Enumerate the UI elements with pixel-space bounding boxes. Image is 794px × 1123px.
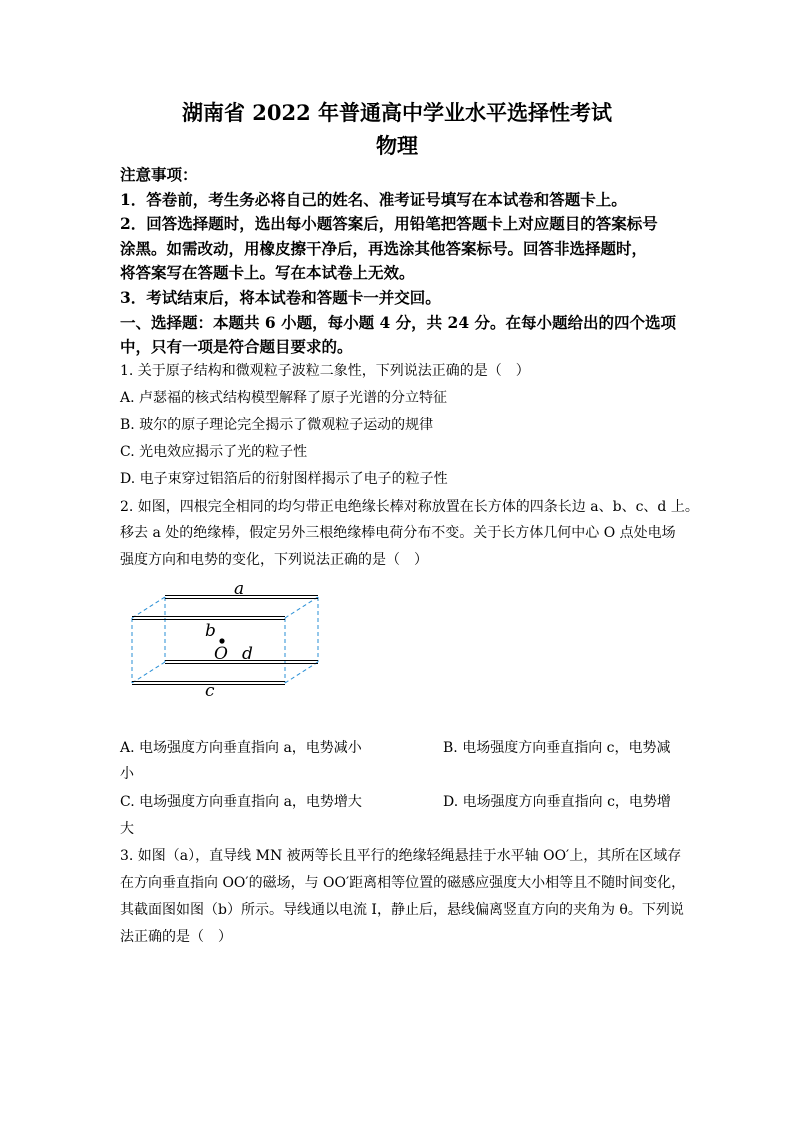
label-a: a bbox=[234, 579, 245, 599]
notice-item-2-line-1: 2．回答选择题时，选出每小题答案后，用铅笔把答题卡上对应题目的答案标号 bbox=[120, 214, 658, 233]
q2-option-b: B. 电场强度方向垂直指向 c，电势减 bbox=[443, 740, 671, 756]
label-c: c bbox=[205, 681, 215, 701]
section-1-heading-line-2: 中，只有一项是符合题目要求的。 bbox=[120, 337, 353, 356]
q1-option-d: D. 电子束穿过铝箔后的衍射图样揭示了电子的粒子性 bbox=[120, 471, 448, 487]
label-o: O bbox=[214, 644, 228, 664]
q3-stem-line-4: 法正确的是（ ） bbox=[120, 929, 232, 945]
q2-stem-line-1: 2. 如图，四根完全相同的均匀带正电绝缘长棒对称放置在长方体的四条长边 a、b、c、d 上。 bbox=[120, 499, 699, 515]
q2-stem-line-2: 移去 a 处的绝缘棒，假定另外三根绝缘棒电荷分布不变。关于长方体几何中心 O 点处电场 bbox=[120, 525, 676, 541]
rods bbox=[132, 596, 318, 685]
notice-item-1: 1．答卷前，考生务必将自己的姓名、准考证号填写在本试卷和答题卡上。 bbox=[120, 190, 627, 209]
notice-item-2-line-2: 涂黑。如需改动，用橡皮擦干净后，再选涂其他答案标号。回答非选择题时， bbox=[120, 239, 648, 258]
q2-option-c-wrap: 大 bbox=[120, 821, 134, 837]
center-point-o bbox=[219, 638, 224, 643]
q1-option-b: B. 玻尔的原子理论完全揭示了微观粒子运动的规律 bbox=[120, 417, 434, 433]
exam-title: 湖南省 2022 年普通高中学业水平选择性考试 bbox=[181, 100, 613, 125]
q2-option-a: A. 电场强度方向垂直指向 a，电势减小 bbox=[120, 740, 362, 756]
q2-stem-line-3: 强度方向和电势的变化，下列说法正确的是（ ） bbox=[120, 552, 428, 568]
notice-item-3: 3．考试结束后，将本试卷和答题卡一并交回。 bbox=[120, 288, 441, 307]
q2-option-a-wrap: 小 bbox=[120, 766, 134, 782]
q1-stem: 1. 关于原子结构和微观粒子波粒二象性，下列说法正确的是（ ） bbox=[120, 363, 530, 379]
q2-option-d: D. 电场强度方向垂直指向 c，电势增 bbox=[443, 794, 671, 810]
subject-title: 物理 bbox=[376, 133, 418, 158]
label-b: b bbox=[205, 621, 216, 641]
cuboid-dashed-edges bbox=[132, 597, 318, 683]
q3-stem-line-1: 3. 如图（a），直导线 MN 被两等长且平行的绝缘轻绳悬挂于水平轴 OO′上，其所在区域存 bbox=[120, 848, 682, 864]
cuboid-figure bbox=[120, 575, 340, 705]
q3-stem-line-3: 其截面图如图（b）所示。导线通以电流 I，静止后，悬线偏离竖直方向的夹角为 θ。下列说 bbox=[120, 902, 684, 918]
q1-option-a: A. 卢瑟福的核式结构模型解释了原子光谱的分立特征 bbox=[120, 390, 448, 406]
q1-option-c: C. 光电效应揭示了光的粒子性 bbox=[120, 444, 308, 460]
section-1-heading-line-1: 一、选择题：本题共 6 小题，每小题 4 分，共 24 分。在每小题给出的四个选项 bbox=[120, 313, 677, 332]
q3-stem-line-2: 在方向垂直指向 OO′的磁场，与 OO′距离相等位置的磁感应强度大小相等且不随时间变化， bbox=[120, 875, 686, 891]
q2-option-c: C. 电场强度方向垂直指向 a，电势增大 bbox=[120, 794, 362, 810]
notice-item-2-line-3: 将答案写在答题卡上。写在本试卷上无效。 bbox=[120, 263, 415, 282]
label-d: d bbox=[242, 644, 253, 664]
notice-heading: 注意事项： bbox=[120, 165, 198, 184]
